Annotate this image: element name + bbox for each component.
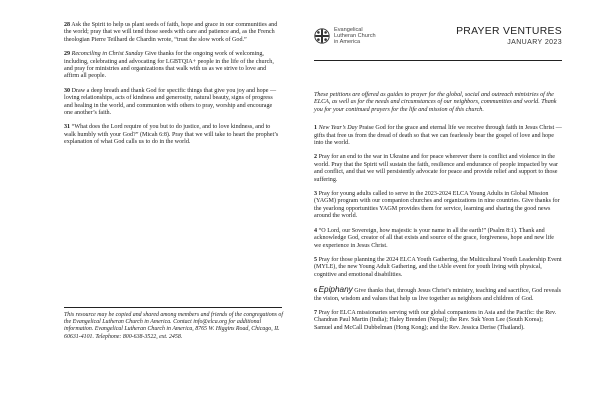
petition-text: “O Lord, our Sovereign, how majestic is your name in all the earth!” (Psalm 8:1). Thank and acknowledge God, creator of all that exists and source of the grace, forgiveness, hope and new life we experience in Jesus Christ. bbox=[314, 227, 554, 249]
petition-occasion: Epiphany bbox=[318, 285, 353, 295]
petition-number: 1 bbox=[314, 125, 318, 132]
petition-2 bbox=[314, 154, 562, 184]
page-title: PRAYER VENTURES bbox=[456, 26, 562, 37]
petition-text: Pray for an end to the war in Ukraine and for peace wherever there is conflict and violence in the world. Pray that the Spirit will sustain the faith, resilience and endurance of people impacted by war and conflict, and that we will persistently advocate for peace and provide relief and support to those suffering. bbox=[314, 154, 559, 183]
intro-paragraph: These petitions are offered as guides to prayer for the global, social and outreach ministries of the ELCA, as well as for the needs and circumstances of our neighbors, communities and world. Thank you for your continued prayers for the life and mission of this church. bbox=[314, 92, 557, 113]
logo-wordmark: Evangelical Lutheran Church in America bbox=[334, 27, 376, 46]
petition-text: Ask the Spirit to help us plant seeds of faith, hope and grace in our communities and the world; pray that we will tend those seeds with care and patience and, as the French theologian Pierre Teilhard de Chardin wrote, “trust the slow work of God.” bbox=[64, 22, 278, 43]
petition-number: 31 bbox=[64, 124, 71, 131]
petition-29 bbox=[64, 51, 282, 81]
petition-number: 5 bbox=[314, 256, 318, 263]
petition-text: Pray for young adults called to serve in the 2023-2024 ELCA Young Adults in Global Mission (YAGM) program with our companion churches and organizations in nine countries. Give thanks for the yearlong opportunities YAGM provides them for service, learning and sharing the good news around the world. bbox=[314, 191, 560, 220]
petition-number: 7 bbox=[314, 309, 318, 316]
elca-cross-icon bbox=[314, 28, 330, 44]
petition-number: 3 bbox=[314, 191, 318, 198]
petition-5 bbox=[314, 257, 562, 279]
petition-number: 30 bbox=[64, 87, 71, 94]
footnote-divider bbox=[64, 307, 282, 308]
petition-number: 29 bbox=[64, 51, 71, 58]
left-petitions bbox=[64, 22, 282, 147]
petition-3 bbox=[314, 191, 562, 221]
petition-text: Pray for ELCA missionaries serving with our global companions in Asia and the Pacific: the Rev. Chandran Paul Martin (India); Haley Brenden (Nepal); the Rev. Suk Yeon Lee (South Korea); Samuel and McCall Dubbelman (Hong Kong); and the Rev. Jessica Derise (Thailand). bbox=[314, 309, 557, 331]
page-subtitle: JANUARY 2023 bbox=[507, 39, 562, 46]
petition-4 bbox=[314, 228, 562, 250]
petition-31 bbox=[64, 124, 282, 146]
right-petitions bbox=[314, 125, 562, 332]
petition-text: “What does the Lord require of you but to do justice, and to love kindness, and to walk humbly with your God?” (Micah 6:8). Pray that we will take to heart the prophet’s explanation of what God calls us to do in the world. bbox=[64, 124, 279, 146]
petition-text: Draw a deep breath and thank God for specific things that give you joy and hope — loving relationships, acts of kindness and generosity, natural beauty, signs of progress and healing in the world, and communion with others to pray, worship and encourage one another’s faith. bbox=[64, 87, 277, 117]
petition-number: 6 bbox=[314, 288, 318, 295]
page-header bbox=[314, 24, 562, 54]
petition-text: Give thanks for the ongoing work of welcoming, including, celebrating and advocating for LGBTQIA+ people in the life of the church, and pray for ministries and organizations that walk with us as we strive to love and affirm all people. bbox=[64, 51, 274, 80]
title-block bbox=[456, 26, 562, 47]
petition-number: 28 bbox=[64, 22, 71, 28]
petition-1 bbox=[314, 125, 562, 147]
petition-7 bbox=[314, 310, 562, 332]
petition-30 bbox=[64, 88, 282, 118]
petition-28 bbox=[64, 22, 282, 44]
copyright-footnote: This resource may be copied and shared among members and friends of the congregations of the Evangelical Lutheran Church in America. Contact info@elca.org for additional information. Evangelical Lutheran Church in America, 8765 W. Higgins Road, Chicago, IL 60631-4101. Telephone: 800-638-3522, ext. 2458. bbox=[64, 312, 284, 340]
petition-text: Pray for those planning the 2024 ELCA Youth Gathering, the Multicultural Youth Leadership Event (MYLE), the new Young Adult Gathering, and the tAble event for youth living with physical, cognitive and emotional disabilities. bbox=[314, 256, 562, 278]
petition-occasion: Reconciling in Christ Sunday bbox=[71, 51, 144, 58]
elca-logo bbox=[314, 27, 376, 46]
petition-number: 4 bbox=[314, 227, 318, 234]
petition-number: 2 bbox=[314, 154, 318, 161]
petition-occasion: New Year’s Day bbox=[318, 125, 358, 132]
header-divider bbox=[314, 60, 562, 61]
petition-text: Give thanks that, through Jesus Christ’s ministry, teaching and sacrifice, God reveals the vision, wisdom and values that help us live together as neighbors and children of God. bbox=[314, 288, 562, 302]
petition-text: Praise God for the grace and eternal life we receive through faith in Jesus Christ — gifts that free us from the dread of death so that we can fearlessly bear the gospel of love and hope into the world. bbox=[314, 125, 562, 147]
petition-6 bbox=[314, 286, 562, 303]
